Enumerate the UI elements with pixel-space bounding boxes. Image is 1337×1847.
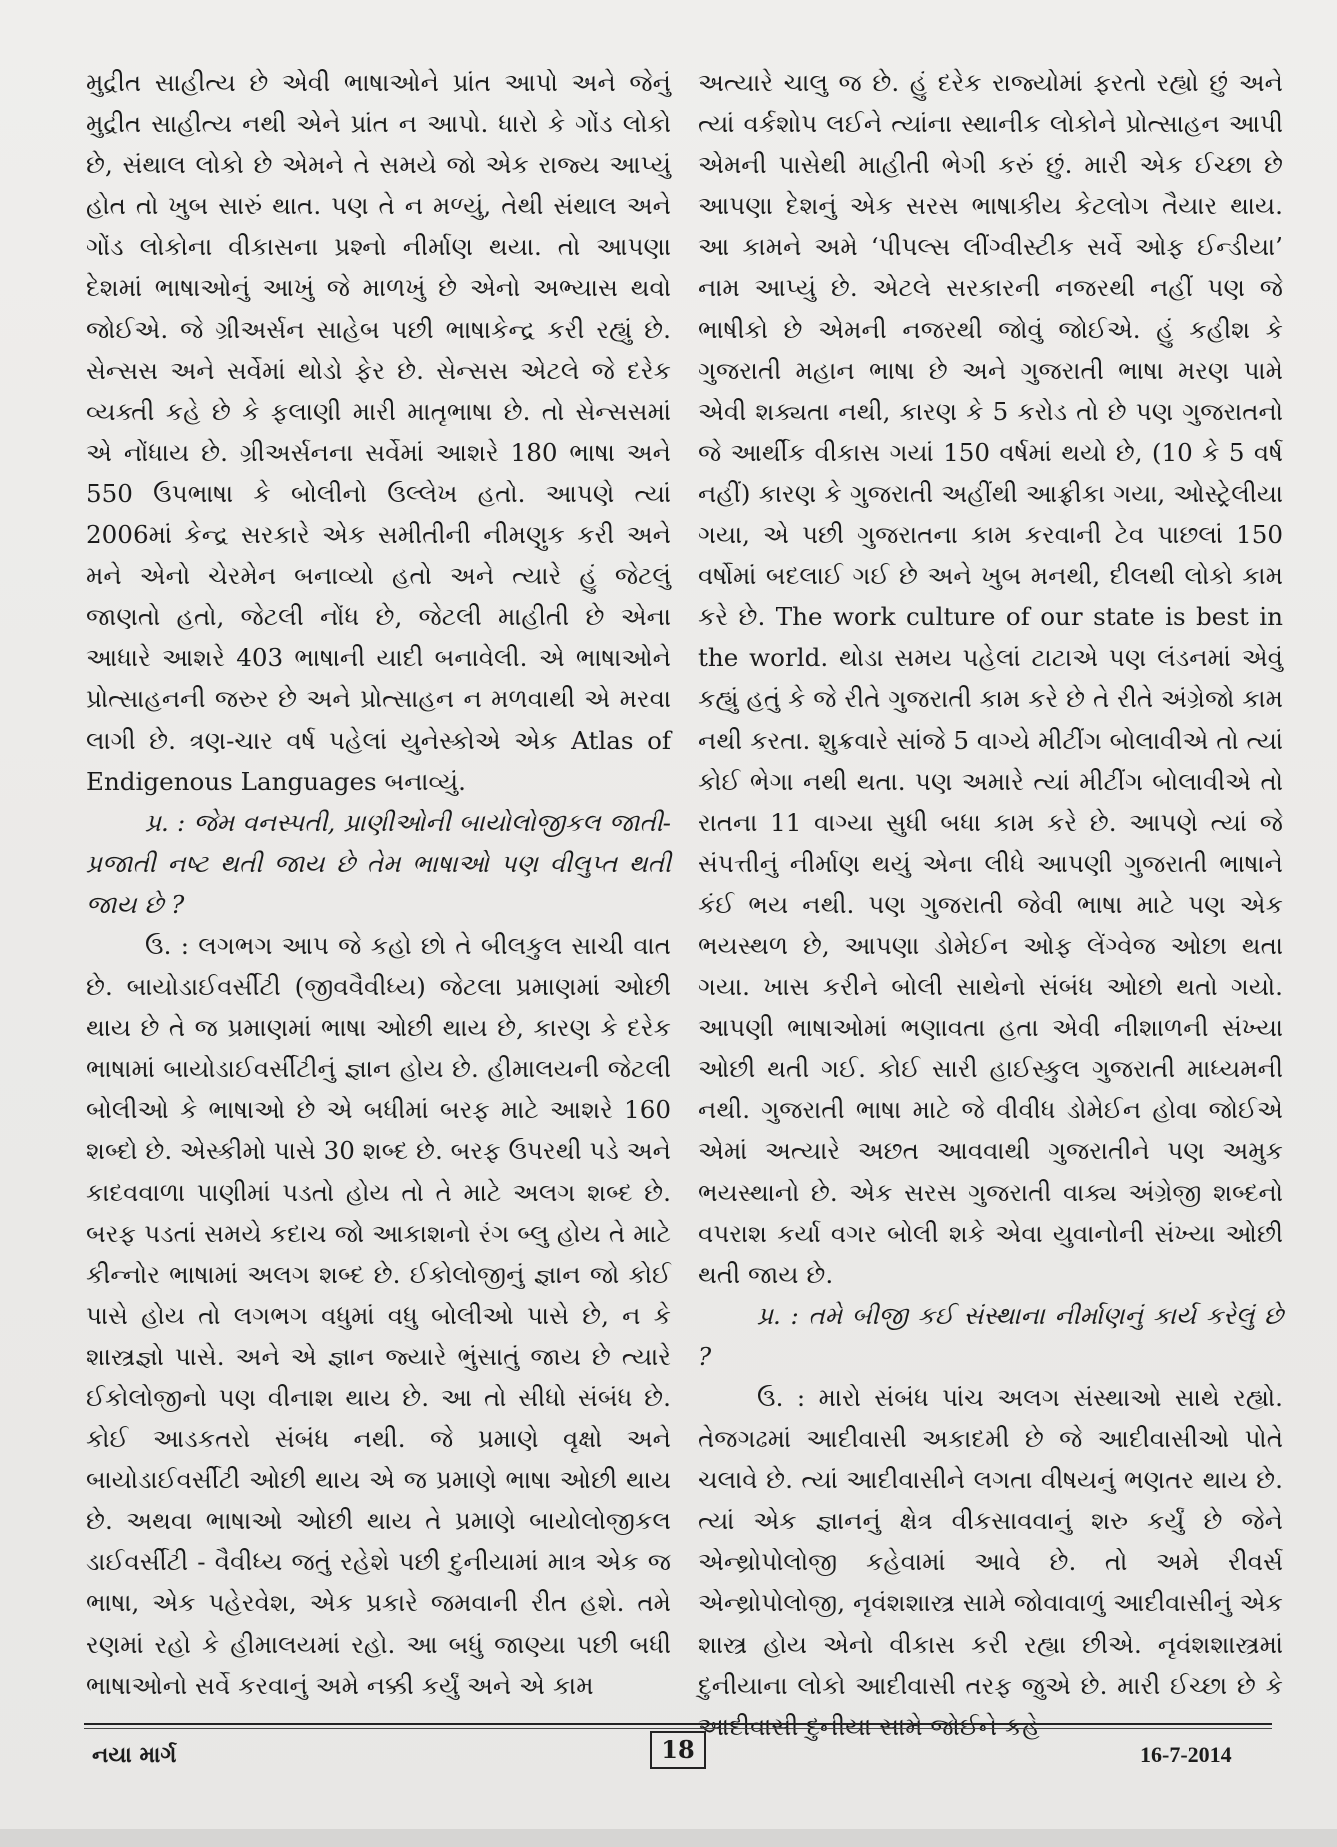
publication-name: નયા માર્ગ [92,1742,177,1768]
page-number: 18 [650,1731,706,1769]
answer-paragraph: ઉ. : મારો સંબંધ પાંચ અલગ સંસ્થાઓ સાથે રહ્યો. તેજગઢમાં આદીવાસી અકાદમી છે જે આદીવાસીઓ પોતે ચલાવે છે. ત્યાં આદીવાસીને લગતા વીષયનું ભણતર થાય છે. ત્યાં એક જ્ઞાનનું ક્ષેત્ર વીકસાવવાનું શરુ કર્યું છે જેને એન્થ્રોપોલોજી કહેવામાં આવે છે. તો અમે રીવર્સ એન્થ્રોપોલોજી, નૃવંશશાસ્ત્ર સામે જોવાવાળું આદીવાસીનું એક શાસ્ત્ર હોય એનો વીકાસ કરી રહ્યા છીએ. નૃવંશશાસ્ત્રમાં દુનીયાના લોકો આદીવાસી તરફ જુએ છે. મારી ઈચ્છા છે કે આદીવાસી દુનીયા સામે જોઈને કહે [698,1383,1283,1741]
paragraph: અત્યારે ચાલુ જ છે. હું દરેક રાજ્યોમાં ફરતો રહ્યો છું અને ત્યાં વર્કશોપ લઈને ત્યાંના સ્થાનીક લોકોને પ્રોત્સાહન આપી એમની પાસેથી માહીતી ભેગી કરું છું. મારી એક ઈચ્છા છે આપણા દેશનું એક સરસ ભાષાકીય કેટલોગ તૈયાર થાય. આ કામને અમે ‘પીપલ્સ લીંગ્વીસ્ટીક સર્વે ઓફ ઈન્ડીયા’ નામ આપ્યું છે. એટલે સરકારની નજરથી નહીં પણ જે ભાષીકો છે એમની નજરથી જોવું જોઈએ. હું કહીશ કે ગુજરાતી મહાન ભાષા છે અને ગુજરાતી ભાષા મરણ પામે એવી શક્યતા નથી, કારણ કે 5 કરોડ તો છે પણ ગુજરાતનો જે આર્થીક વીકાસ ગયાં 150 વર્ષમાં થયો છે, (10 કે 5 વર્ષ નહીં) કારણ કે ગુજરાતી અહીંથી આફ્રીકા ગયા, ઓસ્ટ્રેલીયા ગયા, એ પછી ગુજરાતના કામ કરવાની ટેવ પાછલાં 150 વર્ષોમાં બદલાઈ ગઈ છે અને ખુબ મનથી, દીલથી લોકો કામ કરે છે. The work culture of our state is best in the world. થોડા સમય પહેલાં ટાટાએ પણ લંડનમાં એવું કહ્યું હતું કે જે રીતે ગુજરાતી કામ કરે છે તે રીતે અંગ્રેજો કામ નથી કરતા. શુક્રવારે સાંજે 5 વાગ્યે મીટીંગ બોલાવીએ તો ત્યાં કોઈ ભેગા નથી થતા. પણ અમારે ત્યાં મીટીંગ બોલાવીએ તો રાતના 11 વાગ્યા સુધી બધા કામ કરે છે. આપણે ત્યાં જે સંપત્તીનું નીર્માણ થયું એના લીધે આપણી ગુજરાતી ભાષાને કંઈ ભય નથી. પણ ગુજરાતી જેવી ભાષા માટે પણ એક ભયસ્થળ છે, આપણા ડોમેઈન ઓફ લેંગ્વેજ ઓછા થતા ગયા. ખાસ કરીને બોલી સાથેનો સંબંધ ઓછો થતો ગયો. આપણી ભાષાઓમાં ભણાવતા હતા એવી નીશાળની સંખ્યા ઓછી થતી ગઈ. કોઈ સારી હાઈસ્કુલ ગુજરાતી માધ્યમની નથી. ગુજરાતી ભાષા માટે જે વીવીધ ડોમેઈન હોવા જોઈએ એમાં અત્યારે અછત આવવાથી ગુજરાતીને પણ અમુક ભયસ્થાનો છે. એક સરસ ગુજરાતી વાક્ય અંગ્રેજી શબ્દનો વપરાશ કર્યા વગર બોલી શકે એવા યુવાનોની સંખ્યા ઓછી થતી જાય છે. [698,68,1283,1289]
right-column [698,62,1283,1747]
question-paragraph: પ્ર. : તમે બીજી કઈ સંસ્થાના નીર્માણનું કાર્ય કરેલું છે ? [698,1300,1283,1371]
paragraph: મુદ્રીત સાહીત્ય છે એવી ભાષાઓને પ્રાંત આપો અને જેનું મુદ્રીત સાહીત્ય નથી એને પ્રાંત ન આપો. ધારો કે ગોંડ લોકો છે, સંથાલ લોકો છે એમને તે સમયે જો એક રાજ્ય આપ્યું હોત તો ખુબ સારું થાત. પણ તે ન મળ્યું, તેથી સંથાલ અને ગોંડ લોકોના વીકાસના પ્રશ્નો નીર્માણ થયા. તો આપણા દેશમાં ભાષાઓનું આખું જે માળખું છે એનો અભ્યાસ થવો જોઈએ. જે ગ્રીઅર્સન સાહેબ પછી ભાષાકેન્દ્ર કરી રહ્યું છે. સેન્સસ અને સર્વેમાં થોડો ફેર છે. સેન્સસ એટલે જે દરેક વ્યક્તી કહે છે કે ફલાણી મારી માતૃભાષા છે. તો સેન્સસમાં એ નોંધાય છે. ગ્રીઅર્સનના સર્વેમાં આશરે 180 ભાષા અને 550 ઉપભાષા કે બોલીનો ઉલ્લેખ હતો. આપણે ત્યાં 2006માં કેન્દ્ર સરકારે એક સમીતીની નીમણુક કરી અને મને એનો ચેરમેન બનાવ્યો હતો અને ત્યારે હું જેટલું જાણતો હતો, જેટલી નોંધ છે, જેટલી માહીતી છે એના આધારે આશરે 403 ભાષાની યાદી બનાવેલી. એ ભાષાઓને પ્રોત્સાહનની જરુર છે અને પ્રોત્સાહન ન મળવાથી એ મરવા લાગી છે. ત્રણ-ચાર વર્ષ પહેલાં યુનેસ્કોએ એક Atlas of Endigenous Languages બનાવ્યું. [86,68,671,796]
footer-divider-thin [84,1728,1272,1729]
issue-date: 16-7-2014 [1140,1742,1232,1767]
answer-paragraph: ઉ. : લગભગ આપ જે કહો છો તે બીલકુલ સાચી વાત છે. બાયોડાઈવર્સીટી (જીવવૈવીધ્ય) જેટલા પ્રમાણમાં ઓછી થાય છે તે જ પ્રમાણમાં ભાષા ઓછી થાય છે, કારણ કે દરેક ભાષામાં બાયોડાઈવર્સીટીનું જ્ઞાન હોય છે. હીમાલયની જેટલી બોલીઓ કે ભાષાઓ છે એ બધીમાં બરફ માટે આશરે 160 શબ્દો છે. એસ્કીમો પાસે 30 શબ્દ છે. બરફ ઉપરથી પડે અને કાદવવાળા પાણીમાં પડતો હોય તો તે માટે અલગ શબ્દ છે. બરફ પડતાં સમયે કદાચ જો આકાશનો રંગ બ્લુ હોય તે માટે કીન્નોર ભાષામાં અલગ શબ્દ છે. ઈકોલોજીનું જ્ઞાન જો કોઈ પાસે હોય તો લગભગ વધુમાં વધુ બોલીઓ પાસે છે, ન કે શાસ્ત્રજ્ઞો પાસે. અને એ જ્ઞાન જ્યારે ભુંસાતું જાય છે ત્યારે ઈકોલોજીનો પણ વીનાશ થાય છે. આ તો સીધો સંબંધ છે. કોઈ આડકતરો સંબંધ નથી. જે પ્રમાણે વૃક્ષો અને બાયોડાઈવર્સીટી ઓછી થાય એ જ પ્રમાણે ભાષા ઓછી થાય છે. અથવા ભાષાઓ ઓછી થાય તે પ્રમાણે બાયોલોજીકલ ડાઈવર્સીટી - વૈવીધ્ય જતું રહેશે પછી દુનીયામાં માત્ર એક જ ભાષા, એક પહેરવેશ, એક પ્રકારે જમવાની રીત હશે. તમે રણમાં રહો કે હીમાલયમાં રહો. આ બધું જાણ્યા પછી બધી ભાષાઓનો સર્વે કરવાનું અમે નક્કી કર્યું અને એ કામ [86,930,671,1700]
question-paragraph: પ્ર. : જેમ વનસ્પતી, પ્રાણીઓની બાયોલોજીકલ જાતી-પ્રજાતી નષ્ટ થતી જાય છે તેમ ભાષાઓ પણ વીલુપ્ત થતી જાય છે ? [86,807,671,919]
footer-divider [84,1723,1272,1725]
page-edge [0,1829,1337,1847]
left-column [86,62,671,1706]
